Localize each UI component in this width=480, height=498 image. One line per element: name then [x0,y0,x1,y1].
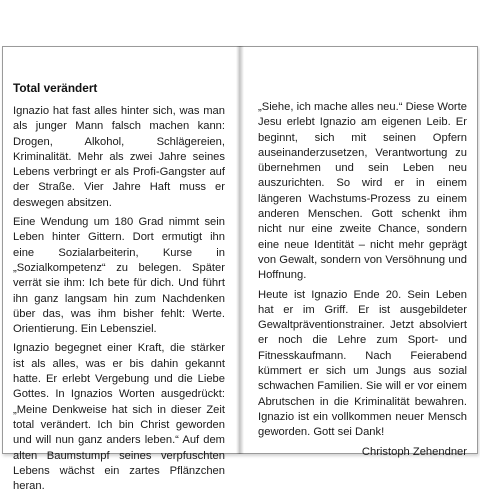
left-text-column [13,82,225,498]
author-signature: Christoph Zehendner [361,445,467,458]
right-text-column [258,100,467,464]
article-title: Total verändert [13,81,98,95]
left-paragraph-1: Ignazio hat fast alles hinter sich, was man als junger Mann falsch machen kann: Drogen, Alkohol, Schlägereien, Kriminalität. Mehr als zwei Jahre seines Lebens verbringt er als Profi-Gangster auf der Straße. Vier Jahre Haft muss er deswegen absitzen. [13,105,225,209]
right-paragraph-2: Heute ist Ignazio Ende 20. Sein Leben hat er im Griff. Er ist ausgebildeter Gewaltpräventionstrainer. Jetzt absolviert er noch die Lehre zum Sport- und Fitnesskaufmann. Nach Feierabend kümmert er sich um Jungs aus sozial schwachen Familien. Sie will er vor einem Abrutschen in die Kriminalität bewahren. Ignazio ist ein vollkommen neuer Mensch geworden. Gott sei Dank! [258,288,467,439]
left-paragraph-2: Eine Wendung um 180 Grad nimmt sein Leben hinter Gittern. Dort ermutigt ihn eine Sozialarbeiterin, Kurse in „Sozialkompetenz“ zu belegen. Später verrät sie ihm: Ich bete für dich. Und führt ihn ganz langsam hin zum Nachdenken über das, was ihm bisher fehlt: Werte. Orientierung. Ein Lebensziel. [13,216,225,336]
book-spine [236,46,244,454]
left-paragraph-3: Ignazio begegnet einer Kraft, die stärker ist als alles, was er bis dahin gekannt hatte. Er erlebt Vergebung und die Liebe Gottes. In Ignazios Worten ausgedrückt: „Meine Denkweise hat sich in dieser Zeit total verändert. Ich bin Christ geworden und will nun ganz anders leben.“ Auf dem alten Baumstumpf seines verpfuschten Lebens wächst ein zartes Pflänzchen heran. [13,342,225,493]
right-paragraph-1: „Siehe, ich mache alles neu.“ Diese Worte Jesu erlebt Ignazio am eigenen Leib. Er beginnt, sich mit seinen Opfern auseinanderzusetzen, Verantwortung zu übernehmen und sein Leben neu auszurichten. So wird er in einem längeren Wachstums-Prozess zu einem anderen Menschen. Gott schenkt ihm nicht nur eine zweite Chance, sondern eine neue Identität – nicht mehr geprägt von Gewalt, sondern von Versöhnung und Hoffnung. [258,101,467,282]
